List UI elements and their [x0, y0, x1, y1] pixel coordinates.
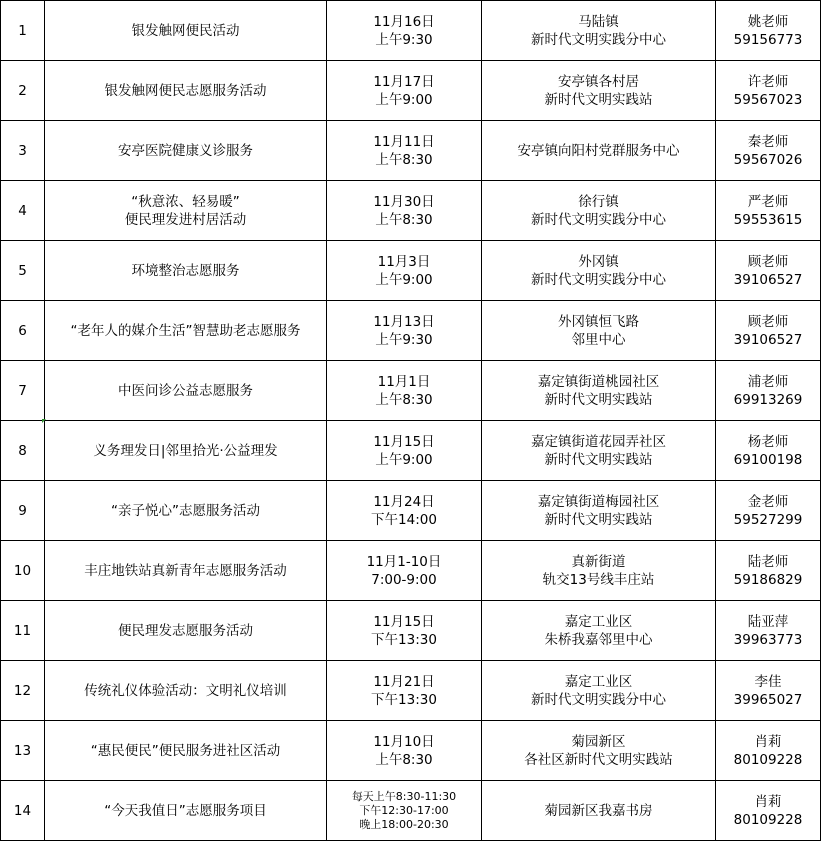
table-row	[1, 301, 821, 361]
activity-time-line: 11月30日	[373, 193, 435, 210]
contact-cell	[716, 61, 821, 121]
activity-time-line: 11月13日	[373, 313, 435, 330]
activity-location-cell	[482, 61, 716, 121]
contact-line: 39965027	[733, 691, 803, 708]
activity-time-line: 下午13:30	[371, 631, 437, 648]
activity-location-line: 嘉定工业区	[564, 613, 633, 630]
table-row	[1, 781, 821, 841]
contact-cell	[716, 721, 821, 781]
row-number-cell: 10	[1, 541, 45, 601]
activity-location-line: 嘉定镇街道桃园社区	[537, 373, 660, 390]
table-row	[1, 541, 821, 601]
activity-location-line: 外冈镇恒飞路	[558, 313, 639, 330]
table-row	[1, 1, 821, 61]
contact-cell	[716, 121, 821, 181]
activity-location-line: 新时代文明实践站	[544, 391, 653, 408]
table-row	[1, 361, 821, 421]
row-number-cell: 2	[1, 61, 45, 121]
activity-location-line: 外冈镇	[578, 253, 619, 270]
row-number-cell: 7	[1, 361, 45, 421]
cell-corner-marker	[42, 419, 46, 423]
row-number-cell: 12	[1, 661, 45, 721]
activity-time-line: 11月15日	[373, 433, 435, 450]
activity-location-line: 菊园新区	[571, 733, 626, 750]
activity-location-line: 新时代文明实践分中心	[531, 211, 666, 228]
activity-time-cell	[327, 481, 482, 541]
activity-location-line: 新时代文明实践分中心	[531, 31, 666, 48]
contact-line: 顾老师	[747, 313, 789, 330]
activity-time-line: 下午13:30	[371, 691, 437, 708]
row-number-cell: 8	[1, 421, 45, 481]
activity-location-cell	[482, 121, 716, 181]
activity-name-cell	[45, 481, 327, 541]
contact-cell	[716, 301, 821, 361]
activity-name-line: “今天我值日”志愿服务项目	[104, 802, 267, 819]
activity-location-line: 朱桥我嘉邻里中心	[544, 631, 653, 648]
activity-location-line: 各社区新时代文明实践站	[524, 751, 673, 768]
activity-name-line: 义务理发日|邻里拾光·公益理发	[93, 442, 278, 459]
contact-line: 严老师	[747, 193, 789, 210]
activity-name-cell	[45, 241, 327, 301]
activity-time-line: 每天上午8:30-11:30	[351, 789, 457, 803]
activity-name-cell	[45, 541, 327, 601]
contact-line: 杨老师	[747, 433, 789, 450]
activity-time-line: 11月21日	[373, 673, 435, 690]
contact-line: 39963773	[733, 631, 803, 648]
row-number-cell: 4	[1, 181, 45, 241]
activity-time-line: 晚上18:00-20:30	[359, 817, 449, 831]
activity-location-cell	[482, 481, 716, 541]
row-number-cell: 3	[1, 121, 45, 181]
row-number-cell: 1	[1, 1, 45, 61]
activity-time-cell	[327, 721, 482, 781]
activity-location-cell	[482, 361, 716, 421]
contact-cell	[716, 601, 821, 661]
row-number-cell: 5	[1, 241, 45, 301]
contact-line: 59527299	[733, 511, 803, 528]
table-row	[1, 61, 821, 121]
row-number-cell: 14	[1, 781, 45, 841]
activity-name-line: “秋意浓、轻易暖”	[131, 193, 240, 210]
activity-location-cell	[482, 601, 716, 661]
activity-location-cell	[482, 781, 716, 841]
activity-time-line: 下午12:30-17:00	[359, 803, 449, 817]
contact-line: 39106527	[733, 331, 803, 348]
contact-cell	[716, 661, 821, 721]
activity-location-line: 嘉定镇街道花园弄社区	[531, 433, 666, 450]
contact-line: 顾老师	[747, 253, 789, 270]
row-number-cell: 6	[1, 301, 45, 361]
activity-name-line: 便民理发进村居活动	[124, 211, 247, 228]
activity-location-line: 邻里中心	[571, 331, 626, 348]
activity-time-cell	[327, 61, 482, 121]
activity-name-line: 安亭医院健康义诊服务	[118, 142, 253, 159]
table-row	[1, 241, 821, 301]
contact-line: 69100198	[733, 451, 803, 468]
activity-location-line: 真新街道	[571, 553, 626, 570]
activity-time-line: 11月1-10日	[366, 553, 442, 570]
activity-time-line: 上午9:30	[375, 31, 433, 48]
activity-time-line: 上午9:00	[375, 271, 433, 288]
table-body	[1, 1, 821, 841]
activity-location-line: 安亭镇向阳村党群服务中心	[517, 142, 680, 159]
activity-name-cell	[45, 181, 327, 241]
contact-line: 陆亚萍	[747, 613, 789, 630]
activity-time-line: 11月17日	[373, 73, 435, 90]
table-row	[1, 721, 821, 781]
activity-location-cell	[482, 241, 716, 301]
contact-line: 许老师	[747, 73, 789, 90]
activity-time-line: 11月15日	[373, 613, 435, 630]
activity-location-line: 轨交13号线丰庄站	[542, 571, 655, 588]
activity-name-cell	[45, 721, 327, 781]
table-row	[1, 181, 821, 241]
activity-name-line: 丰庄地铁站真新青年志愿服务活动	[84, 562, 287, 579]
contact-line: 59553615	[733, 211, 803, 228]
activity-location-line: 马陆镇	[578, 13, 619, 30]
activity-time-line: 上午9:30	[375, 331, 433, 348]
contact-line: 59567026	[733, 151, 803, 168]
activity-name-cell	[45, 1, 327, 61]
contact-cell	[716, 181, 821, 241]
contact-line: 肖莉	[754, 733, 782, 750]
activity-location-cell	[482, 541, 716, 601]
contact-cell	[716, 421, 821, 481]
activity-name-cell	[45, 781, 327, 841]
table-row	[1, 121, 821, 181]
activity-time-cell	[327, 541, 482, 601]
table-row	[1, 601, 821, 661]
activity-name-cell	[45, 121, 327, 181]
contact-cell	[716, 541, 821, 601]
activity-location-cell	[482, 661, 716, 721]
activity-time-line: 上午8:30	[375, 391, 433, 408]
activity-time-line: 上午9:00	[375, 91, 433, 108]
activity-time-line: 11月11日	[373, 133, 435, 150]
activity-time-line: 11月16日	[373, 13, 435, 30]
contact-cell	[716, 1, 821, 61]
contact-line: 59156773	[733, 31, 803, 48]
activity-location-line: 新时代文明实践站	[544, 451, 653, 468]
activity-time-cell	[327, 361, 482, 421]
activity-name-cell	[45, 421, 327, 481]
activity-location-line: 新时代文明实践分中心	[531, 271, 666, 288]
activity-time-line: 上午9:00	[375, 451, 433, 468]
table-row	[1, 661, 821, 721]
activity-location-line: 新时代文明实践分中心	[531, 691, 666, 708]
activity-time-cell	[327, 1, 482, 61]
contact-cell	[716, 481, 821, 541]
activity-time-line: 上午8:30	[375, 751, 433, 768]
contact-line: 姚老师	[747, 13, 789, 30]
activity-location-cell	[482, 301, 716, 361]
row-number-cell: 9	[1, 481, 45, 541]
activity-time-line: 下午14:00	[371, 511, 437, 528]
activity-time-cell	[327, 301, 482, 361]
contact-line: 80109228	[733, 811, 803, 828]
row-number-cell: 13	[1, 721, 45, 781]
activity-time-line: 11月1日	[377, 373, 431, 390]
contact-cell	[716, 781, 821, 841]
activity-time-cell	[327, 781, 482, 841]
contact-line: 金老师	[747, 493, 789, 510]
activity-time-line: 上午8:30	[375, 151, 433, 168]
contact-line: 80109228	[733, 751, 803, 768]
activity-name-line: 银发触网便民志愿服务活动	[104, 82, 267, 99]
activity-time-line: 11月3日	[377, 253, 431, 270]
activity-time-line: 7:00-9:00	[371, 571, 437, 588]
activity-time-line: 上午8:30	[375, 211, 433, 228]
row-number-cell: 11	[1, 601, 45, 661]
activity-time-cell	[327, 121, 482, 181]
activity-location-cell	[482, 181, 716, 241]
activity-name-line: 便民理发志愿服务活动	[118, 622, 253, 639]
activity-time-cell	[327, 661, 482, 721]
activity-location-line: 菊园新区我嘉书房	[544, 802, 653, 819]
activity-name-line: 传统礼仪体验活动：文明礼仪培训	[84, 682, 287, 699]
activity-location-line: 嘉定工业区	[564, 673, 633, 690]
activity-name-cell	[45, 601, 327, 661]
activity-name-cell	[45, 361, 327, 421]
activity-location-line: 徐行镇	[578, 193, 619, 210]
activity-time-line: 11月24日	[373, 493, 435, 510]
activity-name-cell	[45, 661, 327, 721]
contact-line: 59186829	[733, 571, 803, 588]
activity-location-line: 嘉定镇街道梅园社区	[537, 493, 660, 510]
activity-time-cell	[327, 181, 482, 241]
contact-line: 浦老师	[747, 373, 789, 390]
activity-name-line: 环境整治志愿服务	[131, 262, 240, 279]
activity-location-line: 新时代文明实践站	[544, 91, 653, 108]
activity-name-cell	[45, 61, 327, 121]
contact-line: 陆老师	[747, 553, 789, 570]
contact-line: 69913269	[733, 391, 803, 408]
activity-location-cell	[482, 421, 716, 481]
contact-line: 59567023	[733, 91, 803, 108]
activity-location-cell	[482, 721, 716, 781]
activity-name-cell	[45, 301, 327, 361]
activity-name-line: “老年人的媒介生活”智慧助老志愿服务	[70, 322, 301, 339]
activity-time-line: 11月10日	[373, 733, 435, 750]
contact-line: 李佳	[754, 673, 782, 690]
contact-cell	[716, 361, 821, 421]
activity-time-cell	[327, 241, 482, 301]
contact-line: 39106527	[733, 271, 803, 288]
contact-cell	[716, 241, 821, 301]
table-row	[1, 421, 821, 481]
activity-name-line: “亲子悦心”志愿服务活动	[111, 502, 260, 519]
contact-line: 秦老师	[747, 133, 789, 150]
activity-time-cell	[327, 421, 482, 481]
activity-location-line: 新时代文明实践站	[544, 511, 653, 528]
activity-time-cell	[327, 601, 482, 661]
table-row	[1, 481, 821, 541]
activity-name-line: 中医问诊公益志愿服务	[118, 382, 253, 399]
activity-location-cell	[482, 1, 716, 61]
activity-location-line: 安亭镇各村居	[558, 73, 639, 90]
activity-name-line: “惠民便民”便民服务进社区活动	[90, 742, 281, 759]
contact-line: 肖莉	[754, 793, 782, 810]
activity-name-line: 银发触网便民活动	[131, 22, 240, 39]
